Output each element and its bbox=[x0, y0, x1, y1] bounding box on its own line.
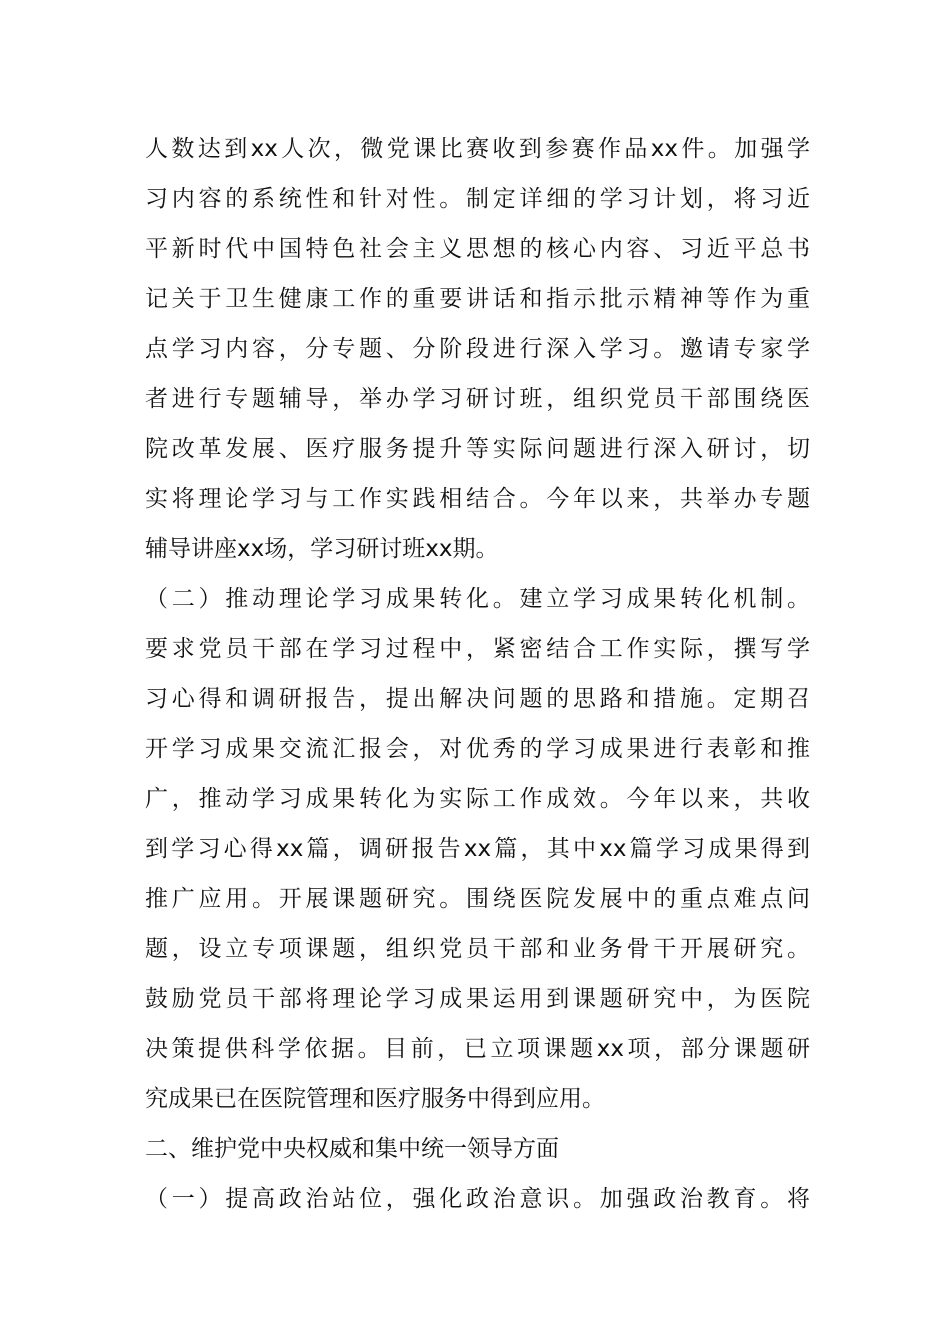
text-line: 决策提供科学依据。目前，已立项课题xx项，部分课题研 bbox=[145, 1036, 810, 1062]
text-line: 者进行专题辅导，举办学习研讨班，组织党员干部围绕医 bbox=[145, 386, 810, 412]
text-line: 要求党员干部在学习过程中，紧密结合工作实际，撰写学 bbox=[145, 636, 810, 662]
text-line: 广，推动学习成果转化为实际工作成效。今年以来，共收 bbox=[145, 786, 810, 812]
text-line: 平新时代中国特色社会主义思想的核心内容、习近平总书 bbox=[145, 236, 810, 262]
text-line: 院改革发展、医疗服务提升等实际问题进行深入研讨，切 bbox=[145, 436, 810, 462]
section-heading-2: （二）推动理论学习成果转化。建立学习成果转化机制。 bbox=[145, 586, 810, 612]
text-line: 人数达到xx人次，微党课比赛收到参赛作品xx件。加强学 bbox=[145, 136, 810, 162]
text-line: 究成果已在医院管理和医疗服务中得到应用。 bbox=[145, 1086, 605, 1112]
text-line: 记关于卫生健康工作的重要讲话和指示批示精神等作为重 bbox=[145, 286, 810, 312]
text-line: 习内容的系统性和针对性。制定详细的学习计划，将习近 bbox=[145, 186, 810, 212]
text-line: 辅导讲座xx场，学习研讨班xx期。 bbox=[145, 536, 499, 562]
text-line: 题，设立专项课题，组织党员干部和业务骨干开展研究。 bbox=[145, 936, 810, 962]
text-line: 实将理论学习与工作实践相结合。今年以来，共举办专题 bbox=[145, 486, 810, 512]
text-line: 到学习心得xx篇，调研报告xx篇，其中xx篇学习成果得到 bbox=[145, 836, 810, 862]
text-line: 点学习内容，分专题、分阶段进行深入学习。邀请专家学 bbox=[145, 336, 810, 362]
text-line: 推广应用。开展课题研究。围绕医院发展中的重点难点问 bbox=[145, 886, 810, 912]
section-heading: 二、维护党中央权威和集中统一领导方面 bbox=[145, 1136, 559, 1162]
subsection-heading: （一）提高政治站位，强化政治意识。加强政治教育。将 bbox=[145, 1186, 810, 1212]
text-line: 鼓励党员干部将理论学习成果运用到课题研究中，为医院 bbox=[145, 986, 810, 1012]
text-line: 习心得和调研报告，提出解决问题的思路和措施。定期召 bbox=[145, 686, 810, 712]
text-line: 开学习成果交流汇报会，对优秀的学习成果进行表彰和推 bbox=[145, 736, 810, 762]
